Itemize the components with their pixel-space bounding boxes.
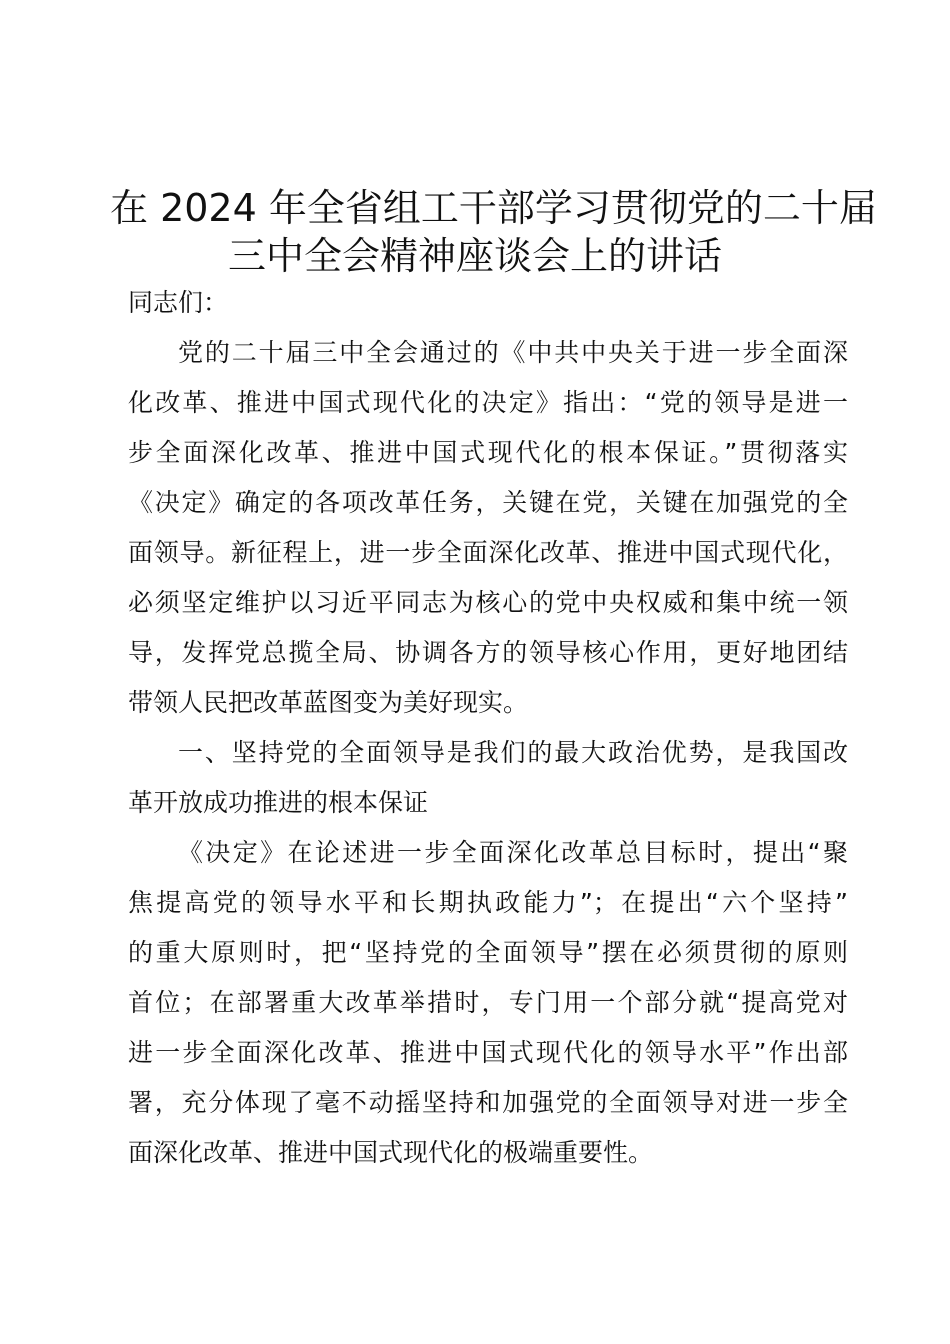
paragraph-1-line: 面领导。新征程上，进一步全面深化改革、推进中国式现代化，: [128, 538, 848, 567]
paragraph-1-line: 化改革、推进中国式现代化的决定》指出：“党的领导是进一: [128, 388, 848, 417]
paragraph-1-line: 带领人民把改革蓝图变为美好现实。: [128, 688, 529, 717]
document-title-line-2: 三中全会精神座谈会上的讲话: [227, 234, 722, 278]
paragraph-1-line: 《决定》确定的各项改革任务，关键在党，关键在加强党的全: [128, 488, 848, 517]
paragraph-1-line: 党的二十届三中全会通过的《中共中央关于进一步全面深: [178, 338, 848, 367]
paragraph-2-line: 焦提高党的领导水平和长期执政能力”；在提出“六个坚持”: [128, 888, 848, 917]
section-heading-line: 一、坚持党的全面领导是我们的最大政治优势，是我国改: [178, 738, 848, 767]
paragraph-2-line: 面深化改革、推进中国式现代化的极端重要性。: [128, 1138, 654, 1167]
document-title-line-1: 在 2024 年全省组工干部学习贯彻党的二十届: [110, 186, 877, 230]
salutation: 同志们：: [128, 288, 229, 317]
paragraph-1-line: 必须坚定维护以习近平同志为核心的党中央权威和集中统一领: [128, 588, 848, 617]
paragraph-2-line: 署，充分体现了毫不动摇坚持和加强党的全面领导对进一步全: [128, 1088, 848, 1117]
paragraph-2-line: 进一步全面深化改革、推进中国式现代化的领导水平”作出部: [128, 1038, 848, 1067]
paragraph-1-line: 导，发挥党总揽全局、协调各方的领导核心作用，更好地团结: [128, 638, 848, 667]
paragraph-2-line: 的重大原则时，把“坚持党的全面领导”摆在必须贯彻的原则: [128, 938, 848, 967]
section-heading-line: 革开放成功推进的根本保证: [128, 788, 429, 817]
paragraph-2-line: 《决定》在论述进一步全面深化改革总目标时，提出“聚: [178, 838, 848, 867]
paragraph-1-line: 步全面深化改革、推进中国式现代化的根本保证。”贯彻落实: [128, 438, 848, 467]
paragraph-2-line: 首位；在部署重大改革举措时，专门用一个部分就“提高党对: [128, 988, 848, 1017]
